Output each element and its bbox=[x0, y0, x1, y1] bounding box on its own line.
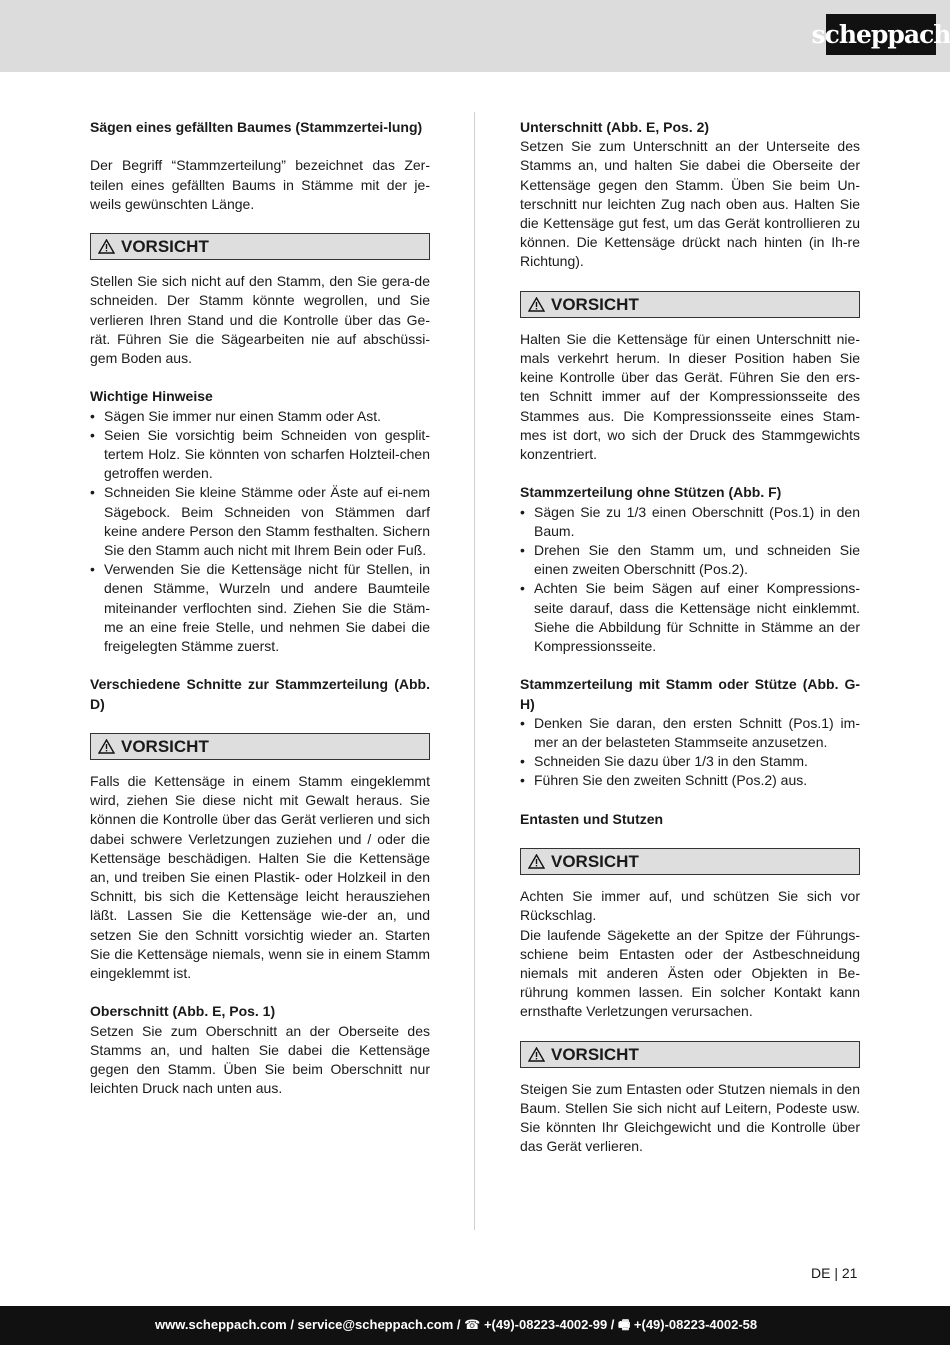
warning-label: VORSICHT bbox=[551, 294, 639, 314]
warning-triangle-icon bbox=[528, 1047, 545, 1062]
list-item: • Seien Sie vorsichtig beim Schneiden von gesplit-tertem Holz. Sie könnten von scharfen Holzteil-chen getroffen werden. bbox=[90, 426, 430, 484]
brand-logo-text: scheppach bbox=[811, 20, 950, 49]
list-item: • Denken Sie daran, den ersten Schnitt (Pos.1) im-mer an der belasteten Stammseite anzusetzen. bbox=[520, 714, 860, 752]
section-heading: Verschiedene Schnitte zur Stammzerteilung (Abb. D) bbox=[90, 676, 430, 712]
warning-box bbox=[90, 733, 430, 760]
right-column bbox=[520, 118, 860, 1157]
list-item: • Führen Sie den zweiten Schnitt (Pos.2) aus. bbox=[520, 771, 860, 790]
brand-logo bbox=[811, 14, 950, 55]
list-item: • Drehen Sie den Stamm um, und schneiden Sie einen zweiten Oberschnitt (Pos.2). bbox=[520, 541, 860, 579]
section-heading: Stammzerteilung mit Stamm oder Stütze (Abb. G-H) bbox=[520, 676, 860, 712]
warning-triangle-icon bbox=[528, 297, 545, 312]
paragraph: Halten Sie die Kettensäge für einen Unterschnitt nie-mals verkehrt herum. In dieser Position haben Sie keine Kontrolle über das Gerät. Führen Sie den ers-ten Schnitt immer auf der Kompressionsseite des Stammes aus. Die Kompressionsseite eines Stam-mes ist dort, wo sich der Druck des Stammgewichts konzentriert. bbox=[520, 330, 860, 463]
list-item: • Sägen Sie zu 1/3 einen Oberschnitt (Pos.1) in den Baum. bbox=[520, 503, 860, 541]
section-heading: Unterschnitt (Abb. E, Pos. 2) bbox=[520, 119, 710, 135]
footer-bar bbox=[0, 1306, 950, 1345]
list-item: • Verwenden Sie die Kettensäge nicht für Stellen, in denen Stämme, Wurzeln und andere Baumteile miteinander verflochten sind. Ziehen Sie die Stäm-me an eine freie Stelle, und nehmen Sie dabei die freigelegten Stämme zuerst. bbox=[90, 560, 430, 656]
paragraph: Setzen Sie zum Unterschnitt an der Unterseite des Stamms an, und halten Sie dabei die Oberseite der Kettensäge gegen den Stamm. Üben Sie beim Un-terschnitt nur leichten Zug nach oben aus. Halten Sie die Kettensäge gut fest, um das Gerät kontrollieren zu können. Die Kettensäge drückt nach hinten (in Ih-re Richtung). bbox=[520, 138, 860, 270]
footer-contact: www.scheppach.com / service@scheppach.com / ☎ +(49)-08223-4002-99 / 🖷 +(49)-08223-4002-58 bbox=[155, 1317, 758, 1332]
warning-box bbox=[520, 848, 860, 875]
warning-triangle-icon bbox=[98, 739, 115, 754]
paragraph: Steigen Sie zum Entasten oder Stutzen niemals in den Baum. Stellen Sie sich nicht auf Leitern, Podeste usw. Sie könnten Ihr Gleichgewicht und die Kontrolle über das Gerät verlieren. bbox=[520, 1080, 860, 1155]
list-item: • Achten Sie beim Sägen auf einer Kompressions-seite darauf, dass die Kettensäge nicht einklemmt. Siehe die Abbildung für Schnitte in Stämme an der Kompressionsseite. bbox=[520, 579, 860, 656]
page-number: DE | 21 bbox=[811, 1265, 858, 1281]
section-heading: Oberschnitt (Abb. E, Pos. 1) bbox=[90, 1003, 276, 1020]
paragraph: Die laufende Sägekette an der Spitze der Führungs-schiene beim Entasten oder der Astbeschneidung niemals mit anderen Ästen oder Objekten in Be-rührung kommen lassen. Ein solcher Kontakt kann ernsthafte Verletzungen verursachen. bbox=[520, 926, 860, 1020]
list-item: • Schneiden Sie kleine Stämme oder Äste auf ei-nem Sägebock. Beim Schneiden von Stämmen darf keine andere Person den Stamm festhalten. Sichern Sie den Stamm auch nicht mit Ihrem Bein oder Fuß. bbox=[90, 483, 430, 560]
paragraph: Stellen Sie sich nicht auf den Stamm, den Sie gera-de schneiden. Der Stamm könnte wegrollen, und Sie verlieren Ihren Stand und die Kontrolle über das Ge-rät. Führen Sie die Sägearbeiten nie auf abschüssi-gem Boden aus. bbox=[90, 273, 430, 366]
column-divider bbox=[474, 112, 475, 1230]
list-item: • Sägen Sie immer nur einen Stamm oder Ast. bbox=[90, 407, 430, 426]
warning-box bbox=[520, 1041, 860, 1068]
paragraph: Setzen Sie zum Oberschnitt an der Oberseite des Stamms an, und halten Sie dabei die Kettensäge gegen den Stamm. Üben Sie beim Oberschnitt nur leichten Druck nach unten aus. bbox=[90, 1022, 430, 1097]
warning-label: VORSICHT bbox=[121, 736, 209, 756]
warning-label: VORSICHT bbox=[551, 1044, 639, 1064]
header-bar bbox=[0, 0, 950, 72]
section-heading: Wichtige Hinweise bbox=[90, 388, 213, 405]
bullet-list bbox=[520, 714, 860, 791]
warning-box bbox=[90, 233, 430, 260]
paragraph: Falls die Kettensäge in einem Stamm eingeklemmt wird, ziehen Sie diese nicht mit Gewalt heraus. Sie können die Kontrolle über das Gerät verlieren und sich dabei schwere Verletzungen zuziehen und / oder die Kettensäge beschädigen. Halten Sie die Kettensäge an, und treiben Sie einen Plastik- oder Holzkeil in den Schnitt, bis sich die Kettensäge leicht herausziehen läßt. Lassen Sie die Kettensäge wie-der an, und setzen Sie den Schnitt vorsichtig wieder an. Starten Sie die Kettensäge niemals, wenn sie in einem Stamm eingeklemmt ist. bbox=[90, 773, 430, 982]
list-item: • Schneiden Sie dazu über 1/3 in den Stamm. bbox=[520, 752, 860, 771]
warning-box bbox=[520, 291, 860, 318]
warning-triangle-icon bbox=[98, 239, 115, 254]
section-heading: Sägen eines gefällten Baumes (Stammzertei-lung) bbox=[90, 119, 423, 135]
paragraph: Achten Sie immer auf, und schützen Sie sich vor Rückschlag. bbox=[520, 888, 860, 924]
warning-label: VORSICHT bbox=[551, 852, 639, 872]
section-heading: Entasten und Stutzen bbox=[520, 810, 664, 827]
left-column bbox=[90, 118, 430, 1098]
bullet-list bbox=[90, 407, 430, 657]
warning-triangle-icon bbox=[528, 854, 545, 869]
bullet-list bbox=[520, 503, 860, 657]
warning-label: VORSICHT bbox=[121, 237, 209, 257]
section-heading: Stammzerteilung ohne Stützen (Abb. F) bbox=[520, 484, 782, 501]
paragraph: Der Begriff “Stammzerteilung” bezeichnet das Zer-teilen eines gefällten Baums in Stämme mit der je-weils gewünschten Länge. bbox=[90, 157, 430, 212]
